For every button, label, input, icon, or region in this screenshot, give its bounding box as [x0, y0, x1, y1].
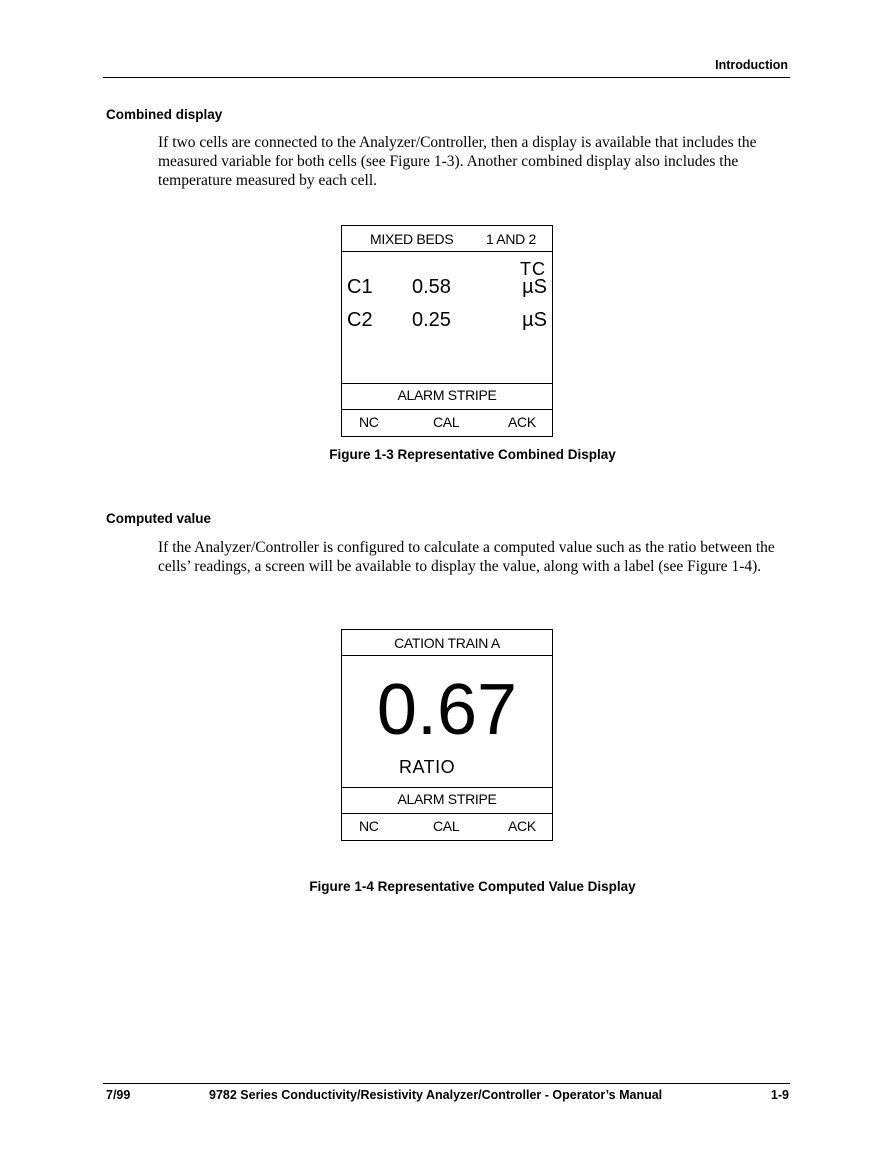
softkey-nc[interactable]: NC — [359, 818, 379, 834]
paragraph-combined: If two cells are connected to the Analyzer/Controller, then a display is available that includes the measured variable for both cells (see Figure 1-3). Another combined display also includes the temperature measured by each cell. — [158, 134, 757, 189]
alarm-stripe: ALARM STRIPE — [397, 387, 497, 403]
softkey-ack[interactable]: ACK — [508, 818, 536, 834]
panel-divider-keys — [342, 409, 552, 410]
section-title-computed: Computed value — [106, 511, 212, 526]
cell-2-unit: µS — [522, 309, 547, 331]
combined-display-panel — [341, 225, 553, 437]
panel-divider-keys — [342, 813, 552, 814]
figure-caption-1-4: Figure 1-4 Representative Computed Value Display — [309, 879, 636, 894]
cell-2-value: 0.25 — [412, 309, 451, 331]
running-header: Introduction — [715, 58, 788, 72]
panel-title-right: 1 AND 2 — [486, 231, 537, 247]
computed-display-panel — [341, 629, 553, 841]
panel-divider-top — [342, 251, 552, 252]
panel-divider-top — [342, 655, 552, 656]
panel-divider-alarm — [342, 787, 552, 788]
computed-label: RATIO — [399, 757, 456, 777]
paragraph-computed: If the Analyzer/Controller is configured to calculate a computed value such as the ratio between the cells’ readings, a screen will be available to display the value, along with a label (see Figure 1-4). — [158, 539, 775, 575]
alarm-stripe: ALARM STRIPE — [397, 791, 497, 807]
cell-1-label: C1 — [347, 276, 373, 298]
softkey-nc[interactable]: NC — [359, 414, 379, 430]
panel-title: CATION TRAIN A — [394, 635, 500, 651]
cell-1-value: 0.58 — [412, 276, 451, 298]
computed-value: 0.67 — [376, 670, 518, 750]
softkey-ack[interactable]: ACK — [508, 414, 536, 430]
cell-1-unit: µS — [522, 276, 547, 298]
figure-caption-1-3: Figure 1-3 Representative Combined Display — [329, 447, 616, 462]
footer-manual-title: 9782 Series Conductivity/Resistivity Analyzer/Controller - Operator’s Manual — [209, 1088, 663, 1102]
tc-label: TC — [520, 259, 546, 279]
cell-2-label: C2 — [347, 309, 373, 331]
header-rule — [103, 77, 790, 78]
softkey-cal[interactable]: CAL — [433, 818, 460, 834]
footer-date: 7/99 — [106, 1088, 131, 1102]
footer-page-number: 1-9 — [770, 1088, 789, 1102]
footer-rule — [103, 1083, 790, 1084]
panel-title-left: MIXED BEDS — [370, 231, 454, 247]
panel-divider-alarm — [342, 383, 552, 384]
section-title-combined: Combined display — [106, 107, 223, 122]
softkey-cal[interactable]: CAL — [433, 414, 460, 430]
